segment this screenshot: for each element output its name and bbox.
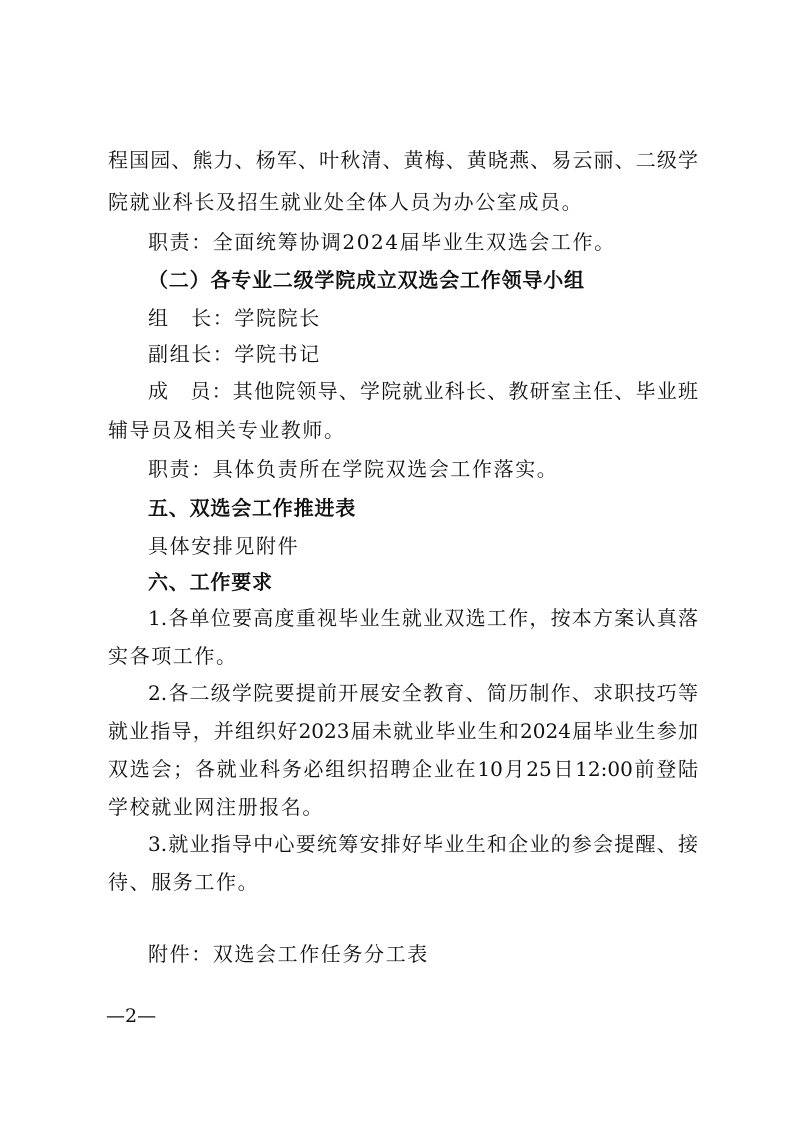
paragraph-line: 成 员：其他院领导、学院就业科长、教研室主任、毕业班: [148, 379, 698, 403]
paragraph-line: 院就业科长及招生就业处全体人员为办公室成员。: [108, 190, 584, 214]
paragraph-line: 具体安排见附件: [148, 534, 300, 558]
paragraph-line: 职责：全面统筹协调2024届毕业生双选会工作。: [148, 230, 616, 254]
paragraph-line: 实各项工作。: [108, 644, 238, 668]
paragraph-line: 双选会；各就业科务必组织招聘企业在10月25日12:00前登陆: [108, 757, 698, 781]
paragraph-line: 就业指导，并组织好2023届未就业毕业生和2024届毕业生参加: [108, 719, 698, 743]
paragraph-line: 职责：具体负责所在学院双选会工作落实。: [148, 457, 559, 481]
section-heading: 五、双选会工作推进表: [148, 496, 356, 520]
page-number: —2—: [106, 1005, 157, 1027]
section-heading: 六、工作要求: [148, 570, 273, 594]
paragraph-line: 待、服务工作。: [108, 870, 260, 894]
paragraph-line: 组 长：学院院长: [148, 306, 321, 330]
paragraph-line: 1.各单位要高度重视毕业生就业双选工作，按本方案认真落: [148, 606, 698, 630]
attachment-line: 附件：双选会工作任务分工表: [148, 942, 429, 966]
section-heading: （二）各专业二级学院成立双选会工作领导小组: [148, 268, 585, 292]
paragraph-line: 程国园、熊力、杨军、叶秋清、黄梅、黄晓燕、易云丽、二级学: [108, 148, 698, 172]
paragraph-line: 学校就业网注册报名。: [108, 795, 324, 819]
paragraph-line: 副组长：学院书记: [148, 342, 321, 366]
paragraph-line: 辅导员及相关专业教师。: [108, 418, 346, 442]
paragraph-line: 2.各二级学院要提前开展安全教育、简历制作、求职技巧等: [148, 681, 698, 705]
paragraph-line: 3.就业指导中心要统筹安排好毕业生和企业的参会提醒、接: [148, 832, 698, 856]
